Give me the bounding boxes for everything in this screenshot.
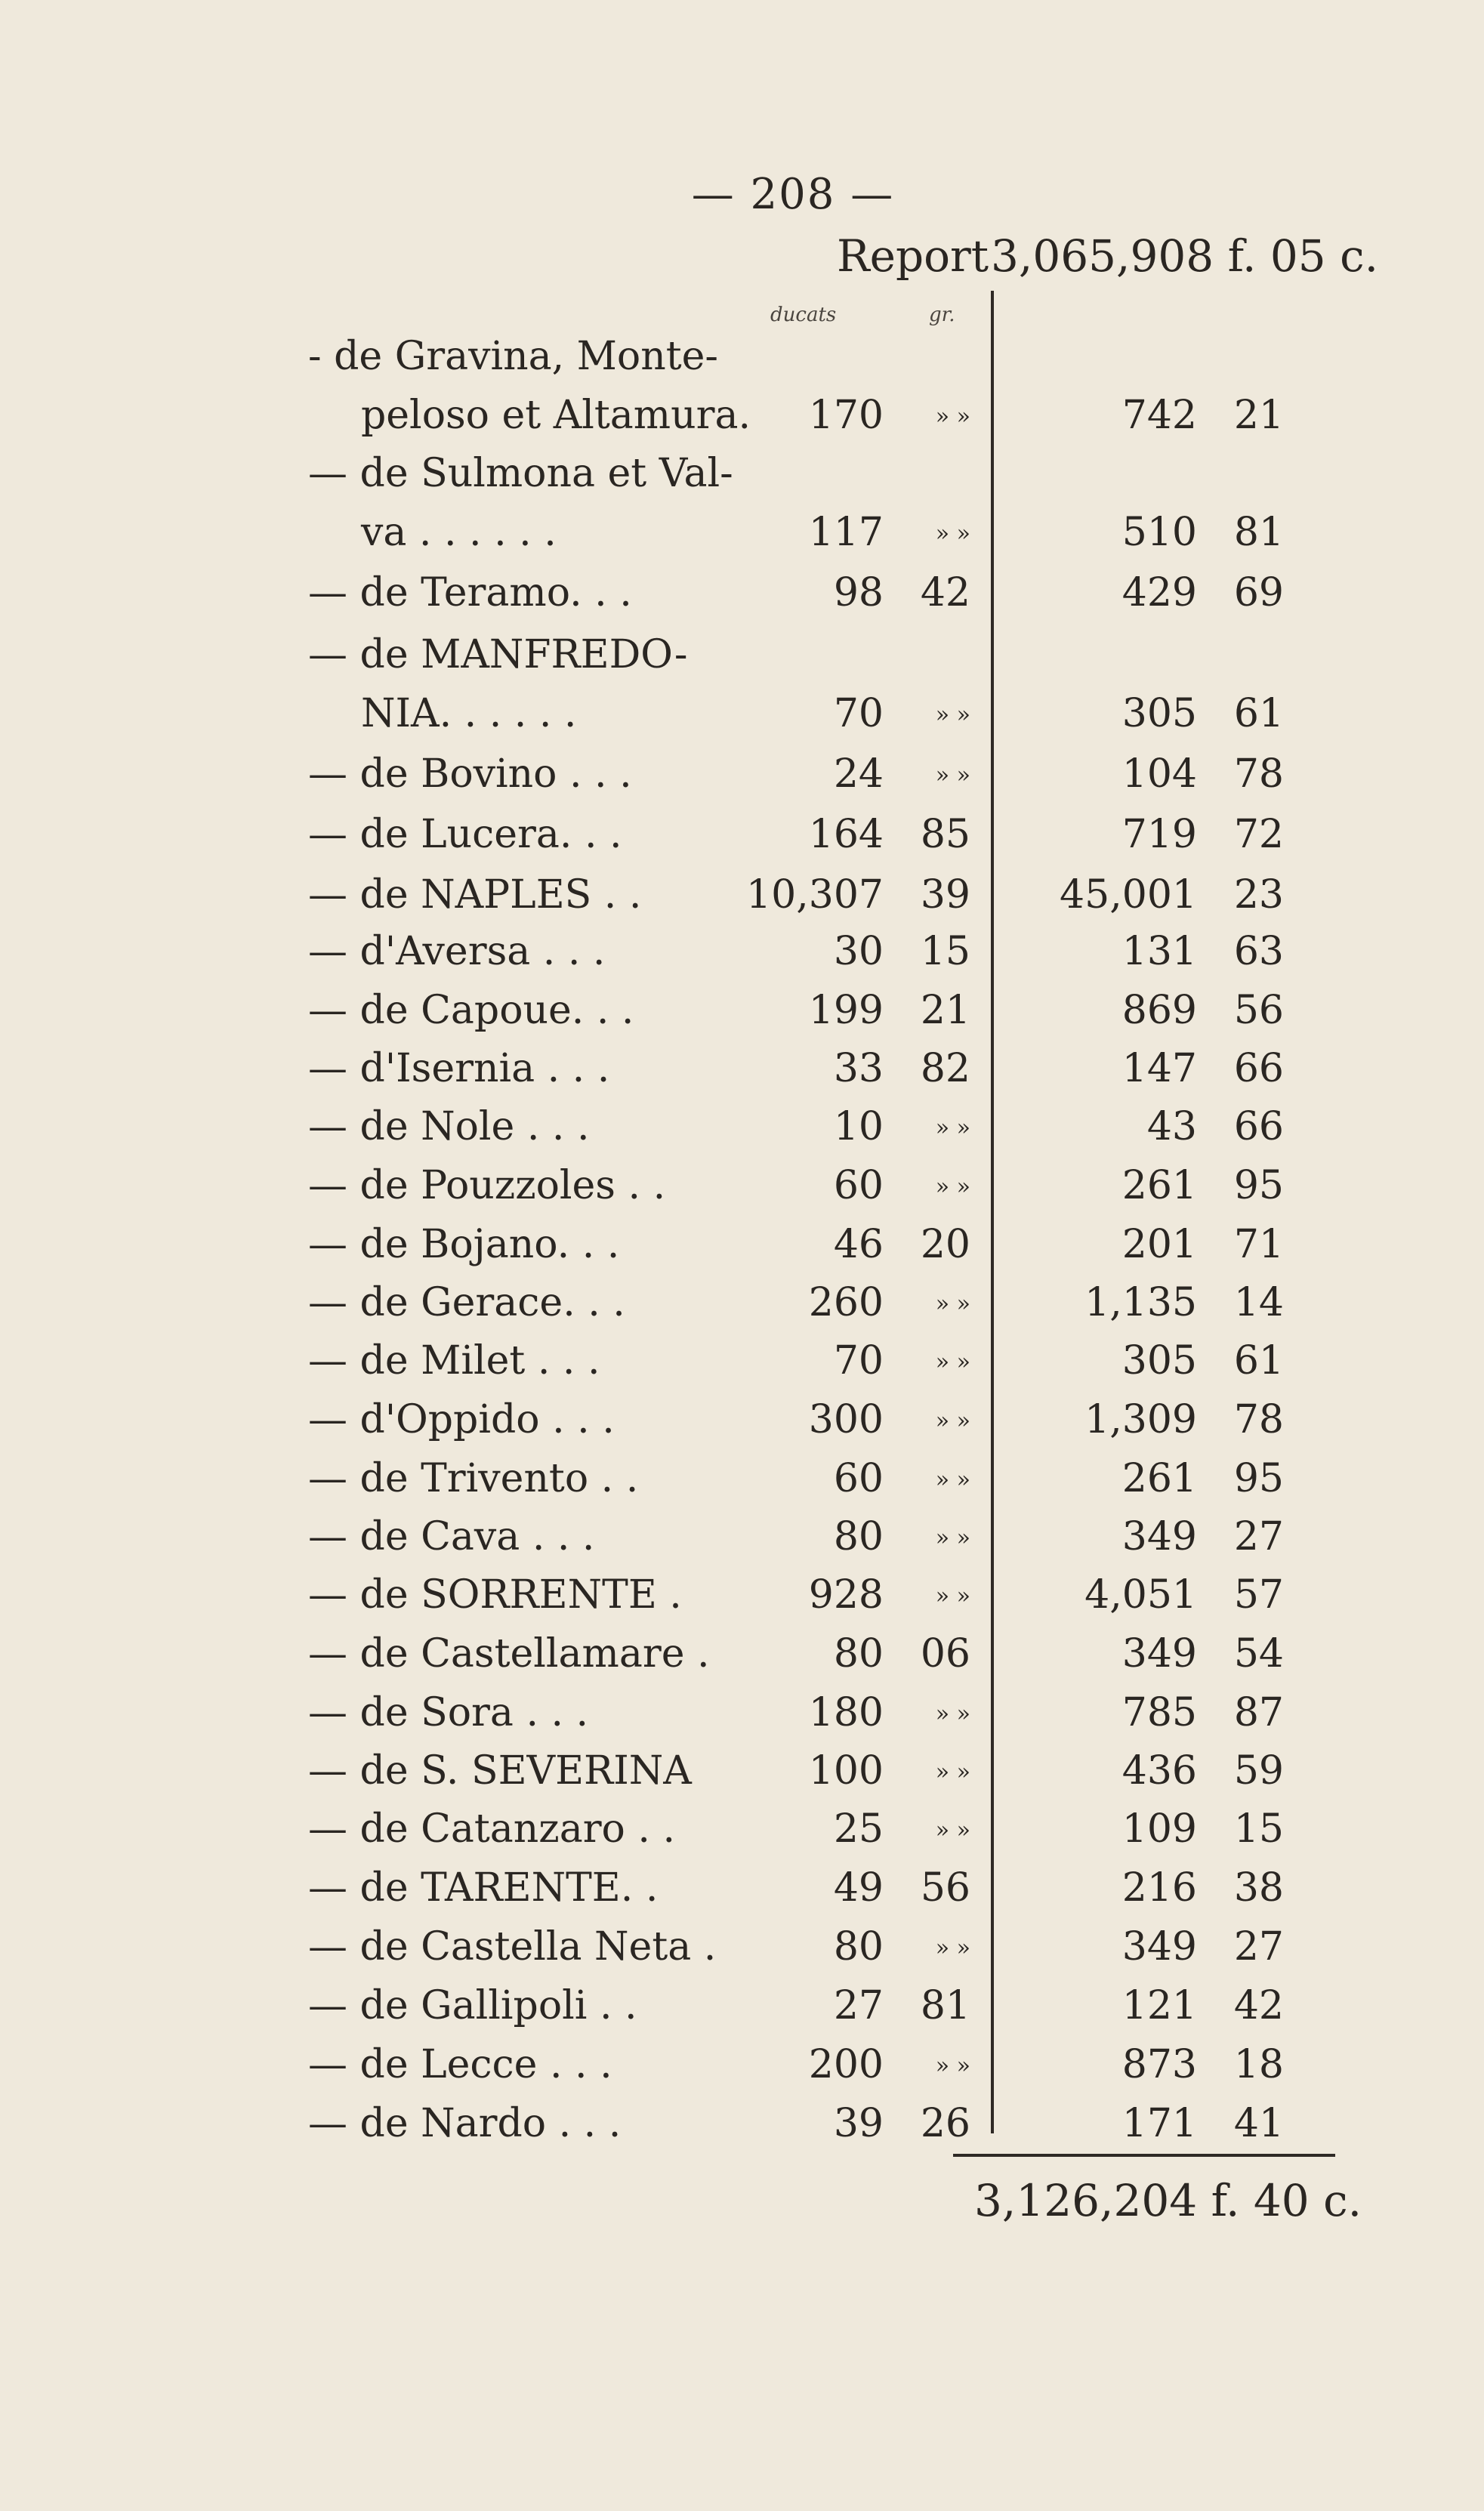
report-value: 3,065,908 f. 05 c. [991,230,1379,282]
francs-value: 305 [1121,691,1197,736]
ducats-value: 80 [833,1924,884,1970]
grana-value: 85 [920,812,970,857]
grana-value: » » [935,1759,970,1785]
ducats-value: 33 [833,1046,884,1091]
francs-value: 121 [1121,1983,1197,2028]
centimes-value: 95 [1233,1456,1284,1501]
grand-total: 3,126,204 f. 40 c. [974,2175,1362,2226]
ledger-row [0,1222,1484,1281]
ducats-value: 100 [808,1748,884,1794]
ducats-value: 70 [833,1338,884,1384]
francs-value: 171 [1121,2101,1197,2146]
row-label: — de Sora . . . [308,1690,589,1735]
francs-value: 131 [1121,929,1197,974]
ducats-value: 49 [833,1865,884,1911]
ledger-row [0,1338,1484,1397]
ducats-value: 60 [833,1456,884,1501]
row-label: — de Castella Neta . [308,1924,717,1970]
francs-value: 436 [1121,1748,1197,1794]
ledger-row [0,1104,1484,1163]
francs-value: 216 [1121,1865,1197,1911]
ledger-row [0,451,1484,569]
grana-value: » » [935,762,970,788]
centimes-value: 87 [1233,1690,1284,1735]
ducats-value: 10 [833,1104,884,1149]
ledger-row [0,2101,1484,2160]
centimes-value: 61 [1233,691,1284,736]
grana-value: 39 [920,872,970,918]
centimes-value: 71 [1233,1222,1284,1267]
ledger-row [0,1748,1484,1807]
ledger-row [0,1983,1484,2042]
grana-value: » » [935,1525,970,1551]
ducats-value: 260 [808,1280,884,1325]
ledger-row [0,929,1484,988]
row-label: — de Gallipoli . . [308,1983,637,2028]
francs-value: 349 [1121,1631,1197,1677]
ledger-row [0,1514,1484,1573]
row-label: — de Castellamare . [308,1631,710,1677]
grana-value: » » [935,2053,970,2079]
ducats-value: 25 [833,1806,884,1852]
francs-value: 201 [1121,1222,1197,1267]
centimes-value: 38 [1233,1865,1284,1911]
francs-value: 43 [1146,1104,1197,1149]
grana-value: » » [935,520,970,547]
centimes-value: 57 [1233,1572,1284,1618]
grana-value: 81 [920,1983,970,2028]
francs-value: 45,001 [1060,872,1197,918]
ledger-row [0,1397,1484,1456]
grana-value: » » [935,1408,970,1434]
row-label: — de Teramo. . . [308,570,632,615]
row-label-line-1: - de Gravina, Monte- [308,334,718,379]
centimes-value: 59 [1233,1748,1284,1794]
grana-value: 06 [920,1631,970,1677]
row-label: — d'Isernia . . . [308,1046,610,1091]
grana-value: » » [935,1174,970,1200]
row-label: — de Cava . . . [308,1514,595,1559]
grana-value: » » [935,403,970,430]
grana-value: » » [935,1935,970,1961]
grana-value: 21 [920,988,970,1033]
francs-value: 261 [1121,1456,1197,1501]
ledger-row [0,812,1484,871]
ledger-row [0,1046,1484,1105]
row-label-line-1: — de MANFREDO- [308,632,688,677]
centimes-value: 15 [1233,1806,1284,1852]
row-label: — d'Oppido . . . [308,1397,615,1442]
row-label: — de Gerace. . . [308,1280,625,1325]
francs-value: 261 [1121,1163,1197,1208]
ducats-value: 170 [808,393,884,438]
francs-value: 719 [1121,812,1197,857]
francs-value: 147 [1121,1046,1197,1091]
ducats-value: 200 [808,2042,884,2087]
centimes-value: 14 [1233,1280,1284,1325]
row-label-line-2: NIA. . . . . . [361,691,577,736]
centimes-value: 95 [1233,1163,1284,1208]
ducats-value: 180 [808,1690,884,1735]
centimes-value: 81 [1233,510,1284,555]
ledger-row [0,872,1484,931]
row-label-line-2: peloso et Altamura. [361,393,751,438]
centimes-value: 63 [1233,929,1284,974]
grana-value: » » [935,1291,970,1317]
francs-value: 349 [1121,1924,1197,1970]
ducats-value: 199 [808,988,884,1033]
francs-value: 349 [1121,1514,1197,1559]
row-label: — de Pouzzoles . . [308,1163,666,1208]
row-label-line-2: va . . . . . . [361,510,557,555]
row-label: — de NAPLES . . [308,872,642,918]
ducats-value: 80 [833,1631,884,1677]
grana-value: 15 [920,929,970,974]
centimes-value: 18 [1233,2042,1284,2087]
francs-value: 873 [1121,2042,1197,2087]
centimes-value: 41 [1233,2101,1284,2146]
row-label: — de Lucera. . . [308,812,622,857]
row-label: — de TARENTE. . [308,1865,659,1911]
ledger-row [0,632,1484,750]
ledger-row [0,988,1484,1047]
ducats-value: 10,307 [746,872,884,918]
centimes-value: 27 [1233,1514,1284,1559]
francs-value: 1,309 [1084,1397,1197,1442]
centimes-value: 72 [1233,812,1284,857]
ducats-value: 27 [833,1983,884,2028]
francs-value: 510 [1121,510,1197,555]
grana-column-head: gr. [929,304,955,326]
ducats-value: 928 [808,1572,884,1618]
row-label-line-1: — de Sulmona et Val- [308,451,733,496]
report-label: Report [837,230,989,282]
centimes-value: 21 [1233,393,1284,438]
ledger-row [0,1924,1484,1983]
ducats-value: 24 [833,751,884,797]
row-label: — de Bovino . . . [308,751,632,797]
ledger-row [0,1631,1484,1690]
centimes-value: 78 [1233,751,1284,797]
page-number: — 208 — [691,170,895,219]
francs-value: 869 [1121,988,1197,1033]
ledger-row [0,1572,1484,1631]
ledger-row [0,1806,1484,1865]
ledger-row [0,1690,1484,1749]
ledger-row [0,751,1484,810]
grana-value: » » [935,1583,970,1609]
ducats-value: 46 [833,1222,884,1267]
ducats-value: 39 [833,2101,884,2146]
grana-value: 26 [920,2101,970,2146]
centimes-value: 69 [1233,570,1284,615]
ducats-value: 80 [833,1514,884,1559]
grana-value: 20 [920,1222,970,1267]
row-label: — de Milet . . . [308,1338,600,1384]
centimes-value: 23 [1233,872,1284,918]
row-label: — de Nole . . . [308,1104,590,1149]
ledger-row [0,1163,1484,1222]
grana-value: » » [935,1701,970,1727]
row-label: — de Bojano. . . [308,1222,620,1267]
ducats-value: 164 [808,812,884,857]
francs-value: 104 [1121,751,1197,797]
ledger-row [0,1456,1484,1515]
grana-value: » » [935,1817,970,1843]
ledger-row [0,334,1484,452]
grana-value: » » [935,702,970,728]
centimes-value: 27 [1233,1924,1284,1970]
ledger-row [0,1280,1484,1339]
grana-value: » » [935,1115,970,1141]
ducats-value: 30 [833,929,884,974]
centimes-value: 54 [1233,1631,1284,1677]
grana-value: » » [935,1467,970,1493]
francs-value: 305 [1121,1338,1197,1384]
ducats-value: 60 [833,1163,884,1208]
grana-value: 42 [920,570,970,615]
sum-rule [953,2154,1335,2157]
row-label: — de Lecce . . . [308,2042,612,2087]
francs-value: 742 [1121,393,1197,438]
francs-value: 785 [1121,1690,1197,1735]
row-label: — d'Aversa . . . [308,929,606,974]
francs-value: 1,135 [1084,1280,1197,1325]
grana-value: 56 [920,1865,970,1911]
centimes-value: 56 [1233,988,1284,1033]
ducats-value: 117 [808,510,884,555]
row-label: — de SORRENTE . [308,1572,682,1618]
francs-value: 4,051 [1084,1572,1197,1618]
centimes-value: 66 [1233,1104,1284,1149]
row-label: — de Capoue. . . [308,988,634,1033]
ledger-row [0,2042,1484,2101]
francs-value: 429 [1121,570,1197,615]
row-label: — de Trivento . . [308,1456,639,1501]
ledger-row [0,570,1484,629]
ducats-value: 98 [833,570,884,615]
francs-value: 109 [1121,1806,1197,1852]
row-label: — de S. SEVERINA [308,1748,692,1794]
ledger-row [0,1865,1484,1924]
centimes-value: 42 [1233,1983,1284,2028]
ducats-value: 300 [808,1397,884,1442]
grana-value: 82 [920,1046,970,1091]
centimes-value: 78 [1233,1397,1284,1442]
row-label: — de Nardo . . . [308,2101,622,2146]
row-label: — de Catanzaro . . [308,1806,675,1852]
centimes-value: 61 [1233,1338,1284,1384]
ducats-value: 70 [833,691,884,736]
ducats-column-head: ducats [770,304,837,326]
grana-value: » » [935,1349,970,1375]
centimes-value: 66 [1233,1046,1284,1091]
